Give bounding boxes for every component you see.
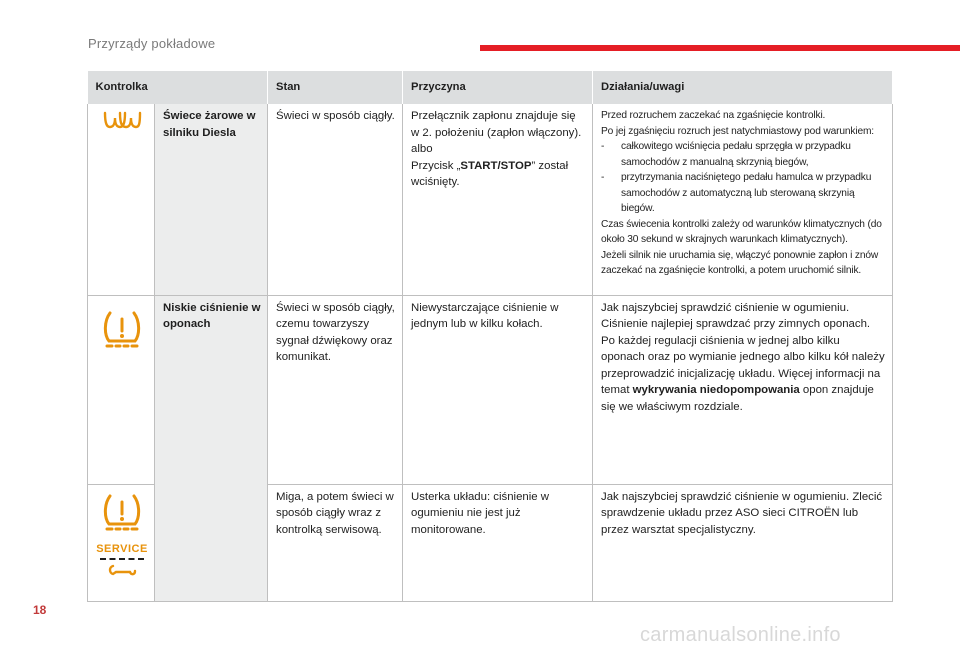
service-indicator [96, 543, 148, 579]
table-row [88, 104, 893, 295]
cause-line: albo [411, 143, 433, 156]
warning-lights-table [87, 71, 893, 602]
cause-cell [403, 104, 593, 295]
state-cell: Świeci w sposób ciągły. [268, 104, 403, 295]
glow-plug-icon [96, 108, 148, 130]
column-header-stan: Stan [268, 71, 403, 104]
cause-cell: Niewystarczające ciśnienie w jednym lub w kilku kołach. [403, 295, 593, 484]
wrench-icon [96, 563, 148, 579]
service-label: SERVICE [96, 542, 148, 555]
tyre-pressure-warning-icon [96, 491, 148, 533]
service-divider [100, 558, 144, 560]
icon-cell [88, 484, 155, 601]
actions-more-prefix: Więcej informacji na temat [601, 367, 881, 397]
icon-cell [88, 104, 155, 295]
watermark: carmanualsonline.info [640, 624, 841, 646]
column-header-kontrolka: Kontrolka [88, 71, 268, 104]
actions-intro: Przed rozruchem zaczekać na zgaśnięcie kontrolki. [601, 110, 826, 121]
table-row [88, 295, 893, 484]
list-item-text: całkowitego wciśnięcia pedału sprzęgła w przypadku samochodów z manualną skrzynią biegów, [621, 141, 851, 168]
cause-cell: Usterka układu: ciśnienie w ogumieniu nie jest już monitorowane. [403, 484, 593, 601]
actions-cell [593, 295, 893, 484]
state-cell: Świeci w sposób ciągły, czemu towarzyszy sygnał dźwiękowy oraz komunikat. [268, 295, 403, 484]
page-number: 18 [33, 603, 47, 617]
list-item-text: przytrzymania naciśniętego pedału hamulca w przypadku samochodów z automatyczną lub sterowaną skrzynią biegów. [621, 172, 872, 214]
table-header-row [88, 71, 893, 104]
cause-line: Przełącznik zapłonu znajduje się w 2. położeniu (zapłon włączony). [411, 110, 582, 139]
column-header-przyczyna: Przyczyna [403, 71, 593, 104]
warning-name: Świece żarowe w silniku Diesla [155, 104, 268, 295]
state-cell: Miga, a potem świeci w sposób ciągły wraz z kontrolką serwisową. [268, 484, 403, 601]
list-item: - całkowitego wciśnięcia pedału sprzęgła w przypadku samochodów z manualną skrzynią biegów, [601, 139, 886, 170]
cause-line [411, 158, 586, 191]
icon-cell [88, 295, 155, 484]
list-item: - przytrzymania naciśniętego pedału hamulca w przypadku samochodów z automatyczną lub sterowaną skrzynią biegów. [601, 170, 886, 217]
actions-more-suffix: opon znajduje się we właściwym rozdziale. [601, 384, 874, 413]
start-stop-label: START/STOP [460, 159, 532, 172]
header-accent-bar [480, 45, 960, 51]
page-header-title: Przyrządy pokładowe [88, 36, 216, 51]
actions-outro: Jeżeli silnik nie uruchamia się, włączyć ponownie zapłon i znów zaczekać na zgaśnięcie kontrolki, a potem uruchomić silnik. [601, 249, 879, 276]
cause-suffix: ” został wciśnięty. [411, 159, 569, 189]
actions-cell [593, 104, 893, 295]
actions-text: Jak najszybciej sprawdzić ciśnienie w ogumieniu. Ciśnienie najlepiej sprawdzać przy zimnych oponach. Po każdej regulacji ciśnienia w jednej albo kilku oponach oraz po wymianie jednego albo kilku kół należy przeprowadzić inicjalizację układu. [601, 301, 885, 380]
warning-name: Niskie ciśnienie w oponach [155, 295, 268, 601]
tyre-pressure-warning-icon [96, 308, 148, 350]
actions-cell: Jak najszybciej sprawdzić ciśnienie w ogumieniu. Zlecić sprawdzenie układu przez ASO sieci CITROËN lub przez warsztat specjalistyczny. [593, 484, 893, 601]
actions-outro: Czas świecenia kontrolki zależy od warunków klimatycznych (do około 30 sekund w skrajnych warunkach klimatycznych). [601, 218, 882, 245]
actions-line: Po jej zgaśnięciu rozruch jest natychmiastowy pod warunkiem: [601, 125, 874, 137]
actions-more-bold: wykrywania niedopompowania [632, 384, 800, 397]
cause-prefix: Przycisk „ [411, 159, 461, 172]
column-header-dzialania: Działania/uwagi [593, 71, 893, 104]
